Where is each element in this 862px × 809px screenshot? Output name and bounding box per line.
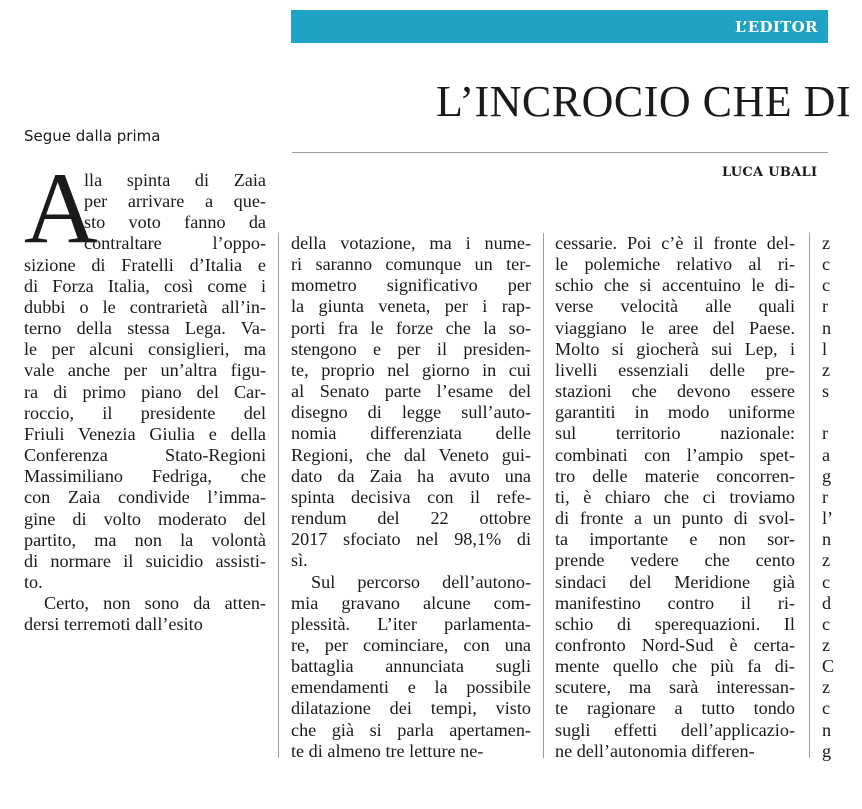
text-line: le polemiche relativo al ri- <box>555 254 795 275</box>
text-line: g <box>822 465 832 486</box>
text-line: C <box>822 656 835 677</box>
text-line: ti, è chiaro che ci troviamo <box>555 486 795 507</box>
text-line <box>822 402 862 423</box>
text-line: r <box>822 296 829 317</box>
text-line: plessità. L’iter parlamenta- <box>291 613 531 634</box>
segue-label: Segue dalla prima <box>24 127 161 145</box>
section-bar <box>291 10 828 43</box>
text-line: di fronte a un punto di svol- <box>555 508 795 529</box>
text-line: ta importante e non sor- <box>555 529 795 550</box>
text-line: sindaci del Meridione già <box>555 571 795 592</box>
text-line: battaglia annunciata sugli <box>291 656 531 677</box>
text-line: scutere, ma sarà interessan- <box>555 677 795 698</box>
text-line: terno della stessa Lega. Va- <box>24 318 266 339</box>
text-line: di normare il suicidio assisti- <box>24 550 266 571</box>
headline: L’INCROCIO CHE DI <box>436 77 852 126</box>
text-line: confronto Nord-Sud è certa- <box>555 634 795 655</box>
text-line: lla spinta di Zaia <box>84 170 266 190</box>
text-line: c <box>822 275 831 296</box>
column-divider <box>543 233 544 758</box>
text-line: di Forza Italia, così come i <box>24 275 266 296</box>
text-line: emendamenti e la possibile <box>291 677 531 698</box>
text-line: sul territorio nazionale: <box>555 423 795 444</box>
text-line: l’ <box>822 508 834 529</box>
text-line: viaggiano le aree del Paese. <box>555 317 795 338</box>
text-line: rendum del 22 ottobre <box>291 508 531 529</box>
text-line: n <box>822 317 832 338</box>
text-line: schio di sperequazioni. Il <box>555 613 795 634</box>
text-line: a <box>822 444 831 465</box>
text-line: tro delle materie concorren- <box>555 465 795 486</box>
text-line: z <box>822 550 831 571</box>
text-line: c <box>822 254 831 275</box>
text-line: roccio, il presidente del <box>24 402 266 423</box>
text-line: sì. <box>291 550 308 571</box>
text-line: te, proprio nel giorno in cui <box>291 359 531 380</box>
text-line: z <box>822 359 831 380</box>
text-line: dersi terremoti dall’esito <box>24 614 203 635</box>
text-line: Conferenza Stato-Regioni <box>24 445 266 466</box>
text-line: re, per cominciare, con una <box>291 634 531 655</box>
text-line: che già si parla apertamen- <box>291 719 531 740</box>
text-line: c <box>822 698 831 719</box>
text-line: z <box>822 634 831 655</box>
text-line: spinta decisiva con il refe- <box>291 486 531 507</box>
text-line: per arrivare a que- <box>84 191 266 212</box>
text-line: garantiti in modo uniforme <box>555 402 795 423</box>
text-line: combinati con l’ampio spet- <box>555 444 795 465</box>
text-line: n <box>822 719 832 740</box>
text-line: l <box>822 338 828 359</box>
text-line: Certo, non sono da atten- <box>44 593 266 614</box>
text-line: partito, ma non la volontà <box>24 529 266 550</box>
text-line: livelli essenziali delle pre- <box>555 359 795 380</box>
text-line: Regioni, che dal Veneto gui- <box>291 444 531 465</box>
text-line: gine di volto moderato del <box>24 508 266 529</box>
text-line: r <box>822 486 829 507</box>
column-divider <box>278 233 279 758</box>
text-line: sugli effetti dell’applicazio- <box>555 719 795 740</box>
text-line: al Senato parte l’esame del <box>291 381 531 402</box>
text-line: cessarie. Poi c’è il fronte del- <box>555 233 795 253</box>
author-byline: LUCA UBALI <box>722 165 818 180</box>
article-column-1 <box>24 170 266 635</box>
text-line: te di almeno tre letture ne- <box>291 740 484 761</box>
text-line: dato da Zaia ha avuto una <box>291 465 531 486</box>
text-line: d <box>822 592 832 613</box>
text-line: g <box>822 740 832 761</box>
drop-cap: A <box>24 152 98 265</box>
text-line: nomia differenziata delle <box>291 423 531 444</box>
section-label: L’EDITOR <box>735 18 818 36</box>
text-line: ri saranno comunque un ter- <box>291 254 531 275</box>
article-column-4 <box>822 233 862 762</box>
text-line: dilatazione dei tempi, visto <box>291 698 531 719</box>
text-line: mente quello che più fa di- <box>555 656 795 677</box>
text-line: stazioni che devono essere <box>555 381 795 402</box>
text-line: s <box>822 381 830 402</box>
text-line: Sul percorso dell’autono- <box>311 571 531 592</box>
text-line: contraltare l’oppo- <box>84 233 266 254</box>
text-line: la giunta veneta, per i rap- <box>291 296 531 317</box>
text-line: mia gravano alcune com- <box>291 592 531 613</box>
text-line: Molto si giocherà sui Lep, i <box>555 338 795 359</box>
text-line: con Zaia condivide l’imma- <box>24 487 266 508</box>
text-line: to. <box>24 571 43 592</box>
text-line: Friuli Venezia Giulia e della <box>24 423 266 444</box>
text-line: schio che si accentuino le di- <box>555 275 795 296</box>
text-line: dubbi o le contrarietà all’in- <box>24 296 266 317</box>
text-line: stengono e per il presiden- <box>291 338 531 359</box>
text-line: c <box>822 571 831 592</box>
text-line: disegno di legge sull’auto- <box>291 402 531 423</box>
text-line: manifestino contro il ri- <box>555 592 795 613</box>
text-line: r <box>822 423 829 444</box>
text-line: 2017 sfociato nel 98,1% di <box>291 529 531 550</box>
text-line: ra di primo piano del Car- <box>24 381 266 402</box>
text-line: prende vedere che cento <box>555 550 795 571</box>
text-line: n <box>822 529 832 550</box>
column-divider <box>809 233 810 758</box>
text-line: z <box>822 677 831 698</box>
text-line: sto voto fanno da <box>84 212 266 233</box>
text-line: c <box>822 613 831 634</box>
text-line: z <box>822 233 831 253</box>
text-line: vale anche per un’altra figu- <box>24 360 266 381</box>
text-line: porti fra le forze che la so- <box>291 317 531 338</box>
text-line: Massimiliano Fedriga, che <box>24 466 266 487</box>
text-line: verse velocità alle quali <box>555 296 795 317</box>
text-line: della votazione, ma i nume- <box>291 233 531 253</box>
text-line: ne dell’autonomia differen- <box>555 740 755 761</box>
header-rule <box>292 152 828 153</box>
text-line: te ragionare a tutto tondo <box>555 698 795 719</box>
text-line: mometro significativo per <box>291 275 531 296</box>
article-column-3 <box>555 233 795 762</box>
article-column-2 <box>291 233 531 762</box>
text-line: sizione di Fratelli d’Italia e <box>24 254 266 275</box>
text-line: le per alcuni consiglieri, ma <box>24 339 266 360</box>
